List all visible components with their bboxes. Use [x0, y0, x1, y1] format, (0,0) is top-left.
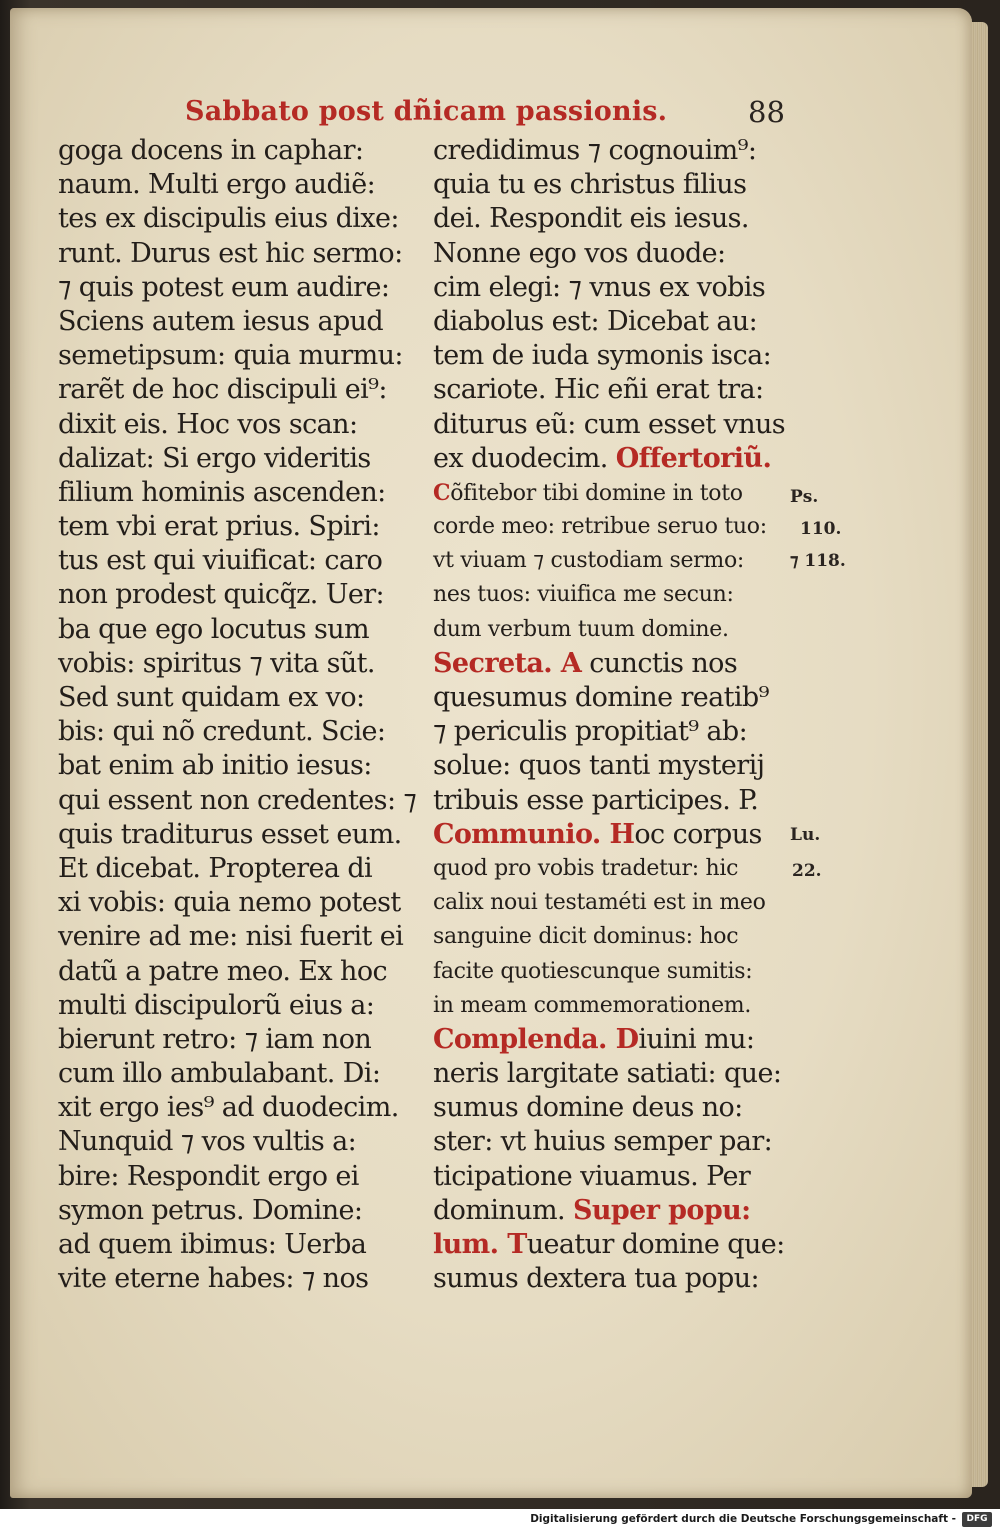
text-line: Et dicebat. Propterea di — [58, 852, 373, 884]
text-line — [433, 476, 791, 510]
right-text-column — [433, 134, 791, 1296]
text-line: xit ergo ies⁹ ad duodecim. — [58, 1092, 399, 1124]
text-segment: õfitebor tibi domine in toto — [450, 480, 743, 506]
text-line: bis: qui nõ credunt. Scie: — [58, 716, 386, 748]
text-line: ⁊ quis potest eum audire: — [58, 271, 390, 303]
text-line: xi vobis: quia nemo potest — [58, 887, 401, 919]
text-line: ad quem ibimus: Uerba — [58, 1229, 367, 1260]
page-edges — [972, 22, 988, 1487]
text-line: goga docens in caphar: — [58, 135, 364, 166]
margin-note-psalm: Ps. — [790, 487, 819, 507]
rubric-heading: Communio. H — [433, 818, 635, 850]
text-segment: solue: quos tanti mysterij — [433, 750, 765, 782]
text-line — [433, 852, 791, 886]
text-line — [433, 237, 791, 271]
margin-note-118: ⁊ 118. — [790, 551, 846, 571]
text-line — [433, 613, 791, 647]
text-line: semetipsum: quia murmu: — [58, 340, 403, 372]
text-line — [433, 715, 791, 749]
text-segment: diabolus est: Dicebat au: — [433, 305, 758, 337]
rubric-heading: C — [433, 479, 451, 506]
text-line: tem vbi erat prius. Spiri: — [58, 511, 380, 543]
text-segment: quesumus domine reatib⁹ — [433, 682, 769, 713]
text-line — [433, 408, 791, 442]
text-line — [433, 271, 791, 305]
text-segment: oc corpus — [634, 818, 762, 850]
text-line — [433, 1091, 791, 1125]
text-line — [433, 681, 791, 715]
text-segment: scariote. Hic eñi erat tra: — [433, 374, 764, 406]
text-line — [433, 784, 791, 818]
left-text-column — [58, 134, 418, 1296]
text-line: tus est qui viuificat: caro — [58, 545, 383, 577]
rubric-heading: Super popu: — [572, 1194, 751, 1226]
text-line: vite eterne habes: ⁊ nos — [58, 1263, 369, 1295]
text-line: Sed sunt quidam ex vo: — [58, 682, 365, 713]
folio-number: 88 — [748, 95, 785, 129]
text-segment: dei. Respondit eis iesus. — [433, 203, 749, 235]
text-line — [433, 339, 791, 373]
text-segment: Nonne ego vos duode: — [433, 237, 726, 269]
text-segment: iuini mu: — [638, 1023, 755, 1055]
text-line — [433, 168, 791, 202]
rubric-heading: Secreta. A — [433, 647, 582, 679]
text-segment: dominum. — [433, 1194, 573, 1226]
text-line: venire ad me: nisi fuerit ei — [58, 921, 404, 953]
text-line — [433, 1057, 791, 1091]
margin-note-luke: Lu. — [790, 825, 821, 845]
text-line — [433, 305, 791, 339]
text-line: dalizat: Si ergo videritis — [58, 442, 371, 474]
text-line — [433, 749, 791, 783]
text-segment: cim elegi: ⁊ vnus ex vobis — [433, 271, 766, 303]
text-segment: ster: vt huius semper par: — [433, 1126, 773, 1158]
text-line — [433, 1160, 791, 1194]
text-segment: sumus domine deus no: — [433, 1092, 743, 1124]
text-line — [433, 1228, 791, 1262]
text-line — [433, 134, 791, 168]
text-line — [433, 1194, 791, 1228]
text-line — [433, 818, 791, 852]
text-line: bire: Respondit ergo ei — [58, 1160, 359, 1192]
text-segment: ⁊ periculis propitiat⁹ ab: — [433, 716, 748, 748]
text-line — [433, 920, 791, 954]
text-line: non prodest quicq̃z. Uer: — [58, 579, 385, 611]
text-segment: ueatur domine que: — [526, 1229, 785, 1260]
text-line: Sciens autem iesus apud — [58, 305, 384, 337]
text-segment: neris largitate satiati: que: — [433, 1058, 782, 1090]
footer-credit: Digitalisierung gefördert durch die Deutsche Forschungsgemeinschaft - — [530, 1513, 956, 1525]
text-line — [433, 955, 791, 989]
text-segment: ex duodecim. — [433, 442, 616, 474]
text-line: Nunquid ⁊ vos vultis a: — [58, 1126, 357, 1158]
text-line — [433, 202, 791, 236]
text-line — [433, 1125, 791, 1159]
text-line: symon petrus. Domine: — [58, 1194, 363, 1226]
dfg-logo: DFG — [962, 1512, 992, 1527]
rubric-heading: lum. T — [433, 1229, 527, 1260]
margin-note-110: 110. — [800, 519, 842, 539]
text-line: dixit eis. Hoc vos scan: — [58, 408, 358, 440]
text-line: qui essent non credentes: ⁊ — [58, 784, 417, 816]
running-head: Sabbato post dñicam passionis. — [185, 96, 668, 127]
text-segment: diturus eũ: cum esset vnus — [433, 408, 786, 440]
rubric-heading: Complenda. D — [433, 1023, 639, 1055]
text-segment: quod pro vobis tradetur: hic — [433, 855, 739, 881]
text-line: quis traditurus esset eum. — [58, 818, 402, 850]
text-segment: sanguine dicit dominus: hoc — [433, 924, 739, 950]
text-line: bierunt retro: ⁊ iam non — [58, 1023, 372, 1055]
text-segment: quia tu es christus filius — [433, 169, 747, 201]
margin-note-22: 22. — [792, 861, 822, 881]
text-line — [433, 1023, 791, 1057]
text-line — [433, 647, 791, 681]
text-line — [433, 544, 791, 578]
text-segment: facite quotiescunque sumitis: — [433, 958, 753, 984]
text-line: bat enim ab initio iesus: — [58, 750, 372, 782]
text-line — [433, 373, 791, 407]
text-line — [433, 989, 791, 1023]
text-segment: dum verbum tuum domine. — [433, 616, 729, 642]
text-line: runt. Durus est hic sermo: — [58, 237, 403, 269]
text-line: naum. Multi ergo audiẽ: — [58, 169, 376, 201]
text-segment: tribuis esse participes. P. — [433, 784, 759, 816]
text-line — [433, 442, 791, 476]
text-line: ba que ego locutus sum — [58, 613, 370, 645]
text-line — [433, 886, 791, 920]
text-line — [433, 1262, 791, 1296]
text-segment: corde meo: retribue seruo tuo: — [433, 514, 767, 540]
text-segment: calix noui testaméti est in meo — [433, 890, 766, 916]
text-line: vobis: spiritus ⁊ vita sũt. — [58, 647, 375, 679]
text-line — [433, 510, 791, 544]
text-segment: cunctis nos — [581, 647, 738, 679]
text-segment: tem de iuda symonis isca: — [433, 340, 772, 372]
text-line — [433, 578, 791, 612]
text-segment: vt viuam ⁊ custodiam sermo: — [433, 548, 744, 574]
digitization-footer — [0, 1509, 1000, 1531]
text-segment: in meam commemorationem. — [433, 992, 752, 1018]
text-line: tes ex discipulis eius dixe: — [58, 203, 399, 235]
rubric-heading: Offertoriũ. — [615, 442, 772, 474]
text-segment: sumus dextera tua popu: — [433, 1263, 760, 1295]
text-line: filium hominis ascenden: — [58, 476, 386, 508]
text-segment: ticipatione viuamus. Per — [433, 1160, 751, 1192]
text-line: multi discipulorũ eius a: — [58, 989, 375, 1021]
text-segment: nes tuos: viuifica me secun: — [433, 582, 734, 608]
text-line: cum illo ambulabant. Di: — [58, 1058, 381, 1090]
text-line: datũ a patre meo. Ex hoc — [58, 955, 387, 987]
text-line: rarẽt de hoc discipuli ei⁹: — [58, 374, 387, 406]
text-segment: credidimus ⁊ cognouim⁹: — [433, 135, 757, 166]
